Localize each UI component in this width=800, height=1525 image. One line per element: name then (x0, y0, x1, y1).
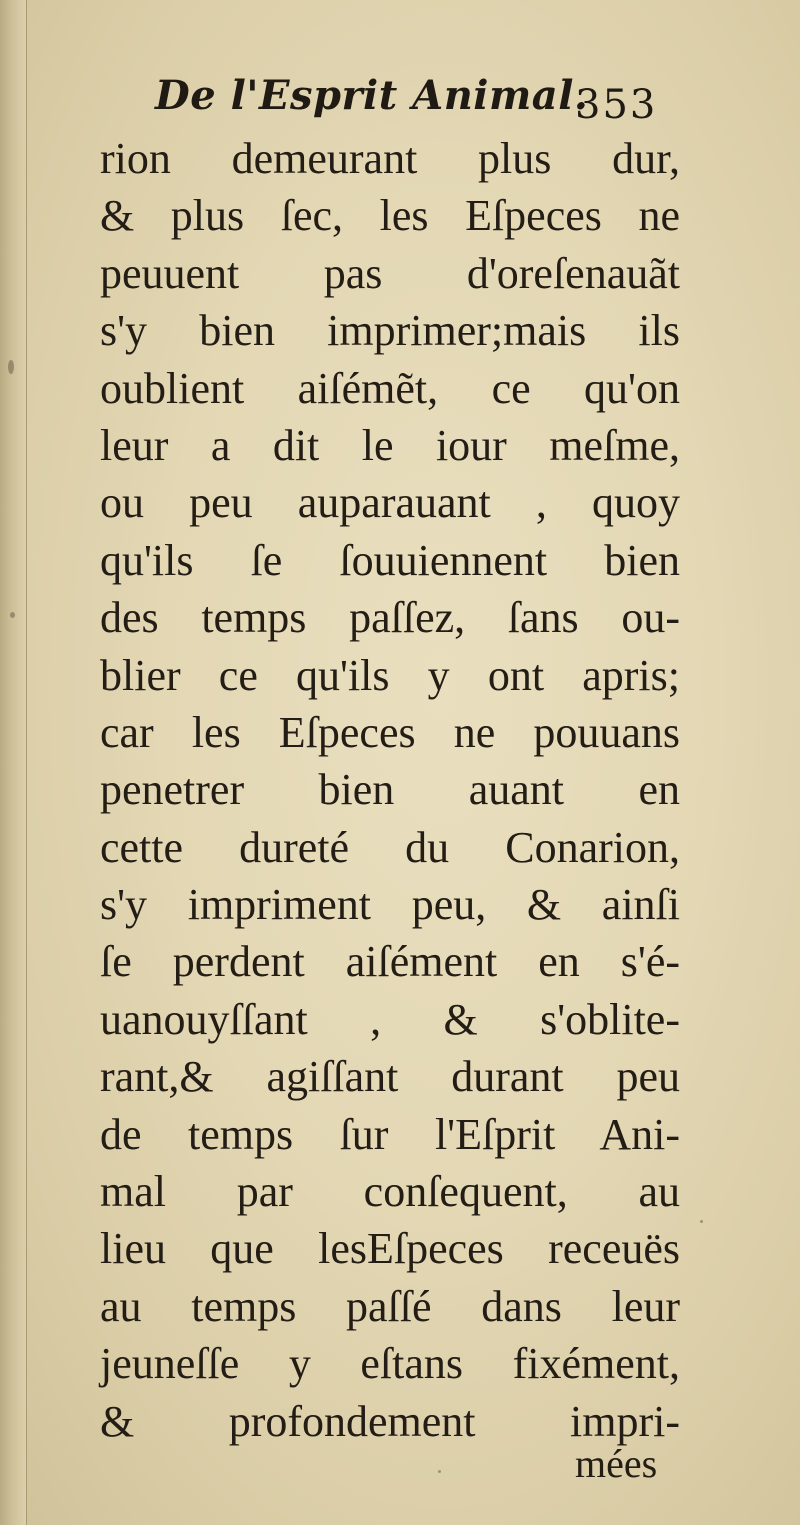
text-line: peuuent pas d'oreſenauãt (100, 248, 680, 298)
text-line: uanouyſſant , & s'oblite- (100, 994, 680, 1044)
page-number: 353 (575, 82, 658, 128)
ink-speck (438, 1470, 441, 1473)
text-line: qu'ils ſe ſouuiennent bien (100, 535, 680, 585)
text-line: rant,& agiſſant durant peu (100, 1052, 680, 1102)
text-line: ou peu auparauant , quoy (100, 478, 680, 528)
ink-speck (700, 1220, 703, 1223)
text-line: mal par conſequent, au (100, 1167, 680, 1217)
text-line: s'y impriment peu, & ainſi (100, 880, 680, 930)
text-line: oublient aiſémẽt, ce qu'on (100, 363, 680, 413)
text-line: rion demeurant plus dur, (100, 134, 680, 183)
body-text (100, 130, 680, 1450)
text-line: & profondement impri- (100, 1396, 680, 1446)
text-line: jeuneſſe y eſtans fixément, (100, 1339, 680, 1389)
text-line: de temps ſur l'Eſprit Ani- (100, 1109, 680, 1159)
running-title: De l'Esprit Animal. (155, 72, 589, 119)
text-line: lieu que lesEſpeces receuës (100, 1224, 680, 1274)
page-gutter (0, 0, 27, 1525)
text-line: au temps paſſé dans leur (100, 1281, 680, 1331)
text-line: car les Eſpeces ne pouuans (100, 707, 680, 757)
text-line: s'y bien imprimer;mais ils (100, 306, 680, 356)
ink-speck (8, 360, 14, 374)
text-line: leur a dit le iour meſme, (100, 420, 680, 470)
text-line: ſe perdent aiſément en s'é- (100, 937, 680, 987)
catchword: mées (575, 1441, 658, 1486)
text-line: cette dureté du Conarion, (100, 822, 680, 872)
text-line: des temps paſſez, ſans ou- (100, 593, 680, 643)
ink-speck (10, 612, 15, 618)
text-line: & plus ſec, les Eſpeces ne (100, 191, 680, 241)
text-line: blier ce qu'ils y ont apris; (100, 650, 680, 700)
page-header (155, 72, 675, 132)
text-line: penetrer bien auant en (100, 765, 680, 815)
